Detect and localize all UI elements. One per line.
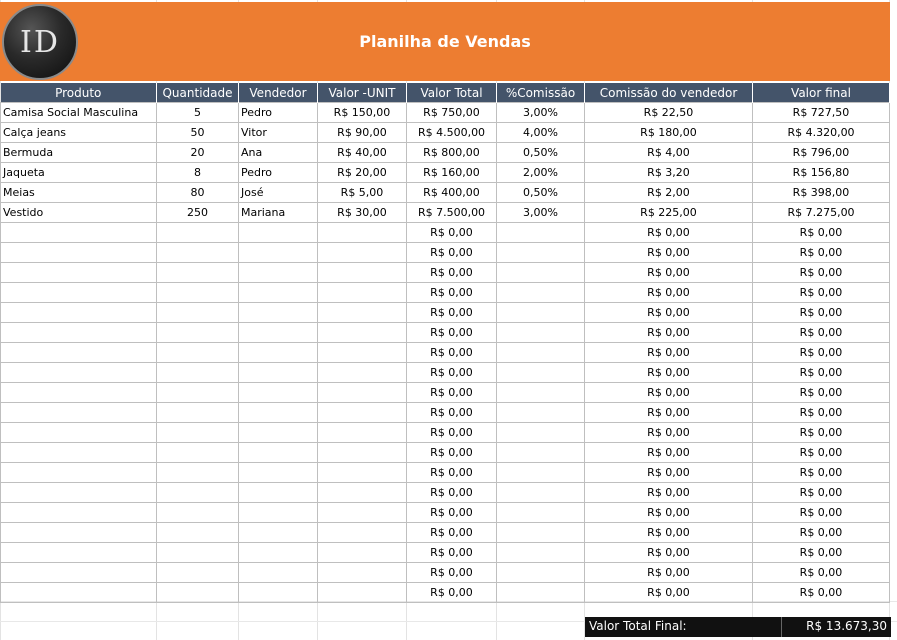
cell-valor-final[interactable]: R$ 0,00 — [753, 543, 890, 563]
cell-comissao-pct[interactable] — [497, 383, 585, 403]
cell-quantidade[interactable] — [157, 363, 239, 383]
cell-comissao-pct[interactable] — [497, 263, 585, 283]
total-bar — [585, 617, 891, 637]
cell-valor-total[interactable]: R$ 0,00 — [407, 243, 497, 263]
title-banner — [0, 2, 890, 81]
cell-valor-final[interactable]: R$ 796,00 — [753, 143, 890, 163]
cell-valor-final[interactable]: R$ 0,00 — [753, 323, 890, 343]
cell-valor-final[interactable]: R$ 4.320,00 — [753, 123, 890, 143]
total-label: Valor Total Final: — [589, 619, 687, 633]
cell-quantidade[interactable] — [157, 483, 239, 503]
cell-quantidade[interactable]: 50 — [157, 123, 239, 143]
cell-valor-final[interactable]: R$ 0,00 — [753, 223, 890, 243]
cell-valor-final[interactable]: R$ 0,00 — [753, 383, 890, 403]
header-row — [1, 83, 890, 103]
cell-produto[interactable] — [1, 463, 157, 483]
cell-produto[interactable] — [1, 423, 157, 443]
cell-valor-total[interactable]: R$ 7.500,00 — [407, 203, 497, 223]
cell-produto[interactable] — [1, 563, 157, 583]
cell-comissao-pct[interactable] — [497, 523, 585, 543]
table-body — [1, 103, 890, 603]
cell-valor-total[interactable]: R$ 0,00 — [407, 583, 497, 603]
cell-valor-unit[interactable] — [318, 583, 407, 603]
cell-valor-unit[interactable] — [318, 383, 407, 403]
cell-comissao-vendedor[interactable]: R$ 0,00 — [585, 463, 753, 483]
table-row — [1, 523, 890, 543]
cell-produto[interactable] — [1, 263, 157, 283]
cell-produto[interactable]: Meias — [1, 183, 157, 203]
cell-produto[interactable]: Camisa Social Masculina — [1, 103, 157, 123]
table-row — [1, 203, 890, 223]
cell-produto[interactable]: Calça jeans — [1, 123, 157, 143]
cell-valor-final[interactable]: R$ 0,00 — [753, 303, 890, 323]
table-row — [1, 383, 890, 403]
cell-comissao-vendedor[interactable]: R$ 0,00 — [585, 543, 753, 563]
cell-quantidade[interactable] — [157, 543, 239, 563]
cell-vendedor[interactable] — [239, 483, 318, 503]
cell-valor-final[interactable]: R$ 0,00 — [753, 423, 890, 443]
column-header-produto[interactable]: Produto — [1, 83, 157, 103]
cell-valor-unit[interactable] — [318, 243, 407, 263]
cell-comissao-pct[interactable]: 4,00% — [497, 123, 585, 143]
cell-vendedor[interactable]: Pedro — [239, 163, 318, 183]
cell-valor-unit[interactable] — [318, 363, 407, 383]
sales-table — [0, 83, 890, 603]
table-row — [1, 163, 890, 183]
cell-valor-unit[interactable] — [318, 283, 407, 303]
cell-quantidade[interactable] — [157, 583, 239, 603]
cell-produto[interactable] — [1, 523, 157, 543]
table-row — [1, 303, 890, 323]
logo-text: ID — [20, 24, 60, 60]
cell-quantidade[interactable] — [157, 463, 239, 483]
cell-quantidade[interactable] — [157, 283, 239, 303]
cell-comissao-pct[interactable] — [497, 463, 585, 483]
cell-comissao-vendedor[interactable]: R$ 225,00 — [585, 203, 753, 223]
cell-vendedor[interactable] — [239, 563, 318, 583]
cell-produto[interactable] — [1, 503, 157, 523]
cell-comissao-vendedor[interactable]: R$ 0,00 — [585, 403, 753, 423]
cell-vendedor[interactable] — [239, 263, 318, 283]
cell-comissao-vendedor[interactable]: R$ 0,00 — [585, 423, 753, 443]
cell-comissao-vendedor[interactable]: R$ 0,00 — [585, 283, 753, 303]
cell-produto[interactable] — [1, 343, 157, 363]
cell-valor-total[interactable]: R$ 0,00 — [407, 523, 497, 543]
cell-valor-unit[interactable] — [318, 443, 407, 463]
cell-comissao-pct[interactable] — [497, 363, 585, 383]
table-row — [1, 403, 890, 423]
cell-valor-unit[interactable] — [318, 483, 407, 503]
cell-valor-unit[interactable]: R$ 30,00 — [318, 203, 407, 223]
table-row — [1, 423, 890, 443]
cell-valor-unit[interactable]: R$ 20,00 — [318, 163, 407, 183]
cell-valor-final[interactable]: R$ 0,00 — [753, 403, 890, 423]
cell-quantidade[interactable] — [157, 443, 239, 463]
cell-quantidade[interactable]: 250 — [157, 203, 239, 223]
cell-produto[interactable] — [1, 543, 157, 563]
cell-vendedor[interactable] — [239, 363, 318, 383]
cell-vendedor[interactable] — [239, 303, 318, 323]
cell-vendedor[interactable] — [239, 283, 318, 303]
cell-comissao-vendedor[interactable]: R$ 3,20 — [585, 163, 753, 183]
cell-quantidade[interactable] — [157, 263, 239, 283]
cell-valor-unit[interactable]: R$ 40,00 — [318, 143, 407, 163]
cell-valor-total[interactable]: R$ 0,00 — [407, 363, 497, 383]
cell-valor-total[interactable]: R$ 400,00 — [407, 183, 497, 203]
cell-valor-final[interactable]: R$ 0,00 — [753, 343, 890, 363]
table-row — [1, 223, 890, 243]
cell-vendedor[interactable] — [239, 223, 318, 243]
cell-valor-unit[interactable] — [318, 223, 407, 243]
cell-valor-unit[interactable] — [318, 303, 407, 323]
cell-valor-total[interactable]: R$ 4.500,00 — [407, 123, 497, 143]
cell-comissao-vendedor[interactable]: R$ 0,00 — [585, 303, 753, 323]
cell-valor-unit[interactable] — [318, 563, 407, 583]
cell-valor-final[interactable]: R$ 0,00 — [753, 563, 890, 583]
cell-produto[interactable]: Jaqueta — [1, 163, 157, 183]
cell-comissao-pct[interactable]: 3,00% — [497, 103, 585, 123]
total-value[interactable]: R$ 13.673,30 — [806, 619, 887, 633]
column-header-comissao-pct[interactable]: %Comissão — [497, 83, 585, 103]
cell-valor-final[interactable]: R$ 7.275,00 — [753, 203, 890, 223]
cell-valor-total[interactable]: R$ 800,00 — [407, 143, 497, 163]
cell-quantidade[interactable] — [157, 303, 239, 323]
cell-valor-final[interactable]: R$ 0,00 — [753, 503, 890, 523]
cell-vendedor[interactable] — [239, 343, 318, 363]
cell-valor-final[interactable]: R$ 0,00 — [753, 483, 890, 503]
column-header-comissao-vendedor[interactable]: Comissão do vendedor — [585, 83, 753, 103]
cell-comissao-vendedor[interactable]: R$ 0,00 — [585, 563, 753, 583]
cell-comissao-vendedor[interactable]: R$ 0,00 — [585, 483, 753, 503]
cell-valor-unit[interactable] — [318, 323, 407, 343]
cell-quantidade[interactable]: 80 — [157, 183, 239, 203]
cell-valor-total[interactable]: R$ 0,00 — [407, 303, 497, 323]
total-divider — [781, 617, 782, 637]
cell-valor-total[interactable]: R$ 160,00 — [407, 163, 497, 183]
cell-valor-final[interactable]: R$ 0,00 — [753, 443, 890, 463]
cell-valor-unit[interactable] — [318, 463, 407, 483]
cell-valor-total[interactable]: R$ 0,00 — [407, 543, 497, 563]
cell-valor-unit[interactable] — [318, 403, 407, 423]
cell-comissao-vendedor[interactable]: R$ 2,00 — [585, 183, 753, 203]
cell-valor-total[interactable]: R$ 0,00 — [407, 283, 497, 303]
cell-comissao-vendedor[interactable]: R$ 180,00 — [585, 123, 753, 143]
cell-valor-total[interactable]: R$ 0,00 — [407, 343, 497, 363]
cell-comissao-vendedor[interactable]: R$ 22,50 — [585, 103, 753, 123]
cell-vendedor[interactable]: Pedro — [239, 103, 318, 123]
cell-valor-total[interactable]: R$ 0,00 — [407, 463, 497, 483]
table-row — [1, 503, 890, 523]
cell-comissao-vendedor[interactable]: R$ 0,00 — [585, 583, 753, 603]
cell-quantidade[interactable] — [157, 223, 239, 243]
cell-comissao-pct[interactable] — [497, 243, 585, 263]
cell-valor-total[interactable]: R$ 0,00 — [407, 263, 497, 283]
table-row — [1, 363, 890, 383]
cell-valor-unit[interactable] — [318, 423, 407, 443]
cell-quantidade[interactable]: 5 — [157, 103, 239, 123]
cell-valor-final[interactable]: R$ 0,00 — [753, 363, 890, 383]
cell-comissao-pct[interactable] — [497, 423, 585, 443]
cell-valor-total[interactable]: R$ 0,00 — [407, 403, 497, 423]
cell-vendedor[interactable]: Mariana — [239, 203, 318, 223]
cell-comissao-vendedor[interactable]: R$ 0,00 — [585, 263, 753, 283]
table-row — [1, 283, 890, 303]
cell-comissao-pct[interactable] — [497, 483, 585, 503]
cell-comissao-vendedor[interactable]: R$ 0,00 — [585, 323, 753, 343]
cell-comissao-vendedor[interactable]: R$ 0,00 — [585, 443, 753, 463]
cell-produto[interactable] — [1, 363, 157, 383]
sheet-title: Planilha de Vendas — [359, 32, 531, 51]
cell-valor-total[interactable]: R$ 0,00 — [407, 383, 497, 403]
cell-comissao-pct[interactable] — [497, 303, 585, 323]
cell-valor-unit[interactable] — [318, 503, 407, 523]
cell-valor-final[interactable]: R$ 0,00 — [753, 263, 890, 283]
cell-valor-unit[interactable]: R$ 150,00 — [318, 103, 407, 123]
cell-comissao-pct[interactable]: 3,00% — [497, 203, 585, 223]
table-row — [1, 323, 890, 343]
cell-comissao-vendedor[interactable]: R$ 0,00 — [585, 383, 753, 403]
cell-produto[interactable]: Bermuda — [1, 143, 157, 163]
cell-produto[interactable]: Vestido — [1, 203, 157, 223]
cell-valor-total[interactable]: R$ 0,00 — [407, 323, 497, 343]
cell-comissao-vendedor[interactable]: R$ 4,00 — [585, 143, 753, 163]
table-row — [1, 243, 890, 263]
cell-vendedor[interactable] — [239, 523, 318, 543]
table-row — [1, 263, 890, 283]
table-row — [1, 563, 890, 583]
cell-valor-unit[interactable] — [318, 343, 407, 363]
cell-quantidade[interactable] — [157, 383, 239, 403]
column-header-valor-unit[interactable]: Valor -UNIT — [318, 83, 407, 103]
cell-vendedor[interactable] — [239, 403, 318, 423]
cell-vendedor[interactable] — [239, 243, 318, 263]
cell-comissao-pct[interactable]: 0,50% — [497, 183, 585, 203]
cell-quantidade[interactable] — [157, 323, 239, 343]
cell-comissao-vendedor[interactable]: R$ 0,00 — [585, 223, 753, 243]
table-row — [1, 583, 890, 603]
cell-valor-total[interactable]: R$ 0,00 — [407, 443, 497, 463]
cell-quantidade[interactable] — [157, 243, 239, 263]
cell-comissao-pct[interactable] — [497, 343, 585, 363]
table-row — [1, 143, 890, 163]
cell-vendedor[interactable] — [239, 583, 318, 603]
cell-quantidade[interactable] — [157, 403, 239, 423]
cell-vendedor[interactable]: Vitor — [239, 123, 318, 143]
cell-vendedor[interactable] — [239, 463, 318, 483]
table-row — [1, 123, 890, 143]
cell-comissao-pct[interactable]: 2,00% — [497, 163, 585, 183]
cell-valor-total[interactable]: R$ 750,00 — [407, 103, 497, 123]
table-row — [1, 103, 890, 123]
cell-comissao-pct[interactable]: 0,50% — [497, 143, 585, 163]
cell-valor-unit[interactable] — [318, 263, 407, 283]
cell-valor-unit[interactable]: R$ 5,00 — [318, 183, 407, 203]
cell-produto[interactable] — [1, 283, 157, 303]
cell-comissao-vendedor[interactable]: R$ 0,00 — [585, 363, 753, 383]
cell-quantidade[interactable]: 20 — [157, 143, 239, 163]
cell-valor-final[interactable]: R$ 0,00 — [753, 583, 890, 603]
table-row — [1, 483, 890, 503]
cell-vendedor[interactable] — [239, 503, 318, 523]
cell-comissao-pct[interactable] — [497, 323, 585, 343]
cell-quantidade[interactable]: 8 — [157, 163, 239, 183]
cell-comissao-pct[interactable] — [497, 543, 585, 563]
cell-vendedor[interactable] — [239, 443, 318, 463]
column-header-vendedor[interactable]: Vendedor — [239, 83, 318, 103]
cell-comissao-vendedor[interactable]: R$ 0,00 — [585, 243, 753, 263]
cell-comissao-pct[interactable] — [497, 223, 585, 243]
cell-vendedor[interactable] — [239, 423, 318, 443]
table-row — [1, 443, 890, 463]
cell-comissao-vendedor[interactable]: R$ 0,00 — [585, 523, 753, 543]
cell-valor-total[interactable]: R$ 0,00 — [407, 423, 497, 443]
cell-comissao-vendedor[interactable]: R$ 0,00 — [585, 503, 753, 523]
cell-quantidade[interactable] — [157, 563, 239, 583]
cell-quantidade[interactable] — [157, 503, 239, 523]
cell-valor-final[interactable]: R$ 0,00 — [753, 243, 890, 263]
cell-produto[interactable] — [1, 223, 157, 243]
cell-valor-final[interactable]: R$ 156,80 — [753, 163, 890, 183]
column-header-valor-final[interactable]: Valor final — [753, 83, 890, 103]
cell-comissao-pct[interactable] — [497, 583, 585, 603]
cell-valor-final[interactable]: R$ 0,00 — [753, 523, 890, 543]
cell-valor-total[interactable]: R$ 0,00 — [407, 503, 497, 523]
cell-vendedor[interactable]: José — [239, 183, 318, 203]
cell-vendedor[interactable]: Ana — [239, 143, 318, 163]
cell-quantidade[interactable] — [157, 343, 239, 363]
cell-produto[interactable] — [1, 323, 157, 343]
cell-valor-final[interactable]: R$ 0,00 — [753, 283, 890, 303]
cell-valor-final[interactable]: R$ 398,00 — [753, 183, 890, 203]
cell-valor-final[interactable]: R$ 0,00 — [753, 463, 890, 483]
cell-valor-unit[interactable]: R$ 90,00 — [318, 123, 407, 143]
table-row — [1, 183, 890, 203]
cell-quantidade[interactable] — [157, 523, 239, 543]
cell-valor-unit[interactable] — [318, 543, 407, 563]
cell-produto[interactable] — [1, 383, 157, 403]
cell-produto[interactable] — [1, 303, 157, 323]
column-header-valor-total[interactable]: Valor Total — [407, 83, 497, 103]
cell-valor-unit[interactable] — [318, 523, 407, 543]
cell-produto[interactable] — [1, 443, 157, 463]
cell-vendedor[interactable] — [239, 323, 318, 343]
cell-valor-total[interactable]: R$ 0,00 — [407, 223, 497, 243]
cell-comissao-vendedor[interactable]: R$ 0,00 — [585, 343, 753, 363]
cell-vendedor[interactable] — [239, 383, 318, 403]
table-row — [1, 343, 890, 363]
cell-produto[interactable] — [1, 403, 157, 423]
cell-quantidade[interactable] — [157, 423, 239, 443]
cell-produto[interactable] — [1, 583, 157, 603]
cell-valor-final[interactable]: R$ 727,50 — [753, 103, 890, 123]
cell-produto[interactable] — [1, 483, 157, 503]
column-header-quantidade[interactable]: Quantidade — [157, 83, 239, 103]
cell-comissao-pct[interactable] — [497, 403, 585, 423]
cell-comissao-pct[interactable] — [497, 443, 585, 463]
cell-valor-total[interactable]: R$ 0,00 — [407, 563, 497, 583]
cell-produto[interactable] — [1, 243, 157, 263]
cell-valor-total[interactable]: R$ 0,00 — [407, 483, 497, 503]
table-row — [1, 463, 890, 483]
cell-comissao-pct[interactable] — [497, 563, 585, 583]
cell-comissao-pct[interactable] — [497, 283, 585, 303]
cell-vendedor[interactable] — [239, 543, 318, 563]
table-row — [1, 543, 890, 563]
cell-comissao-pct[interactable] — [497, 503, 585, 523]
